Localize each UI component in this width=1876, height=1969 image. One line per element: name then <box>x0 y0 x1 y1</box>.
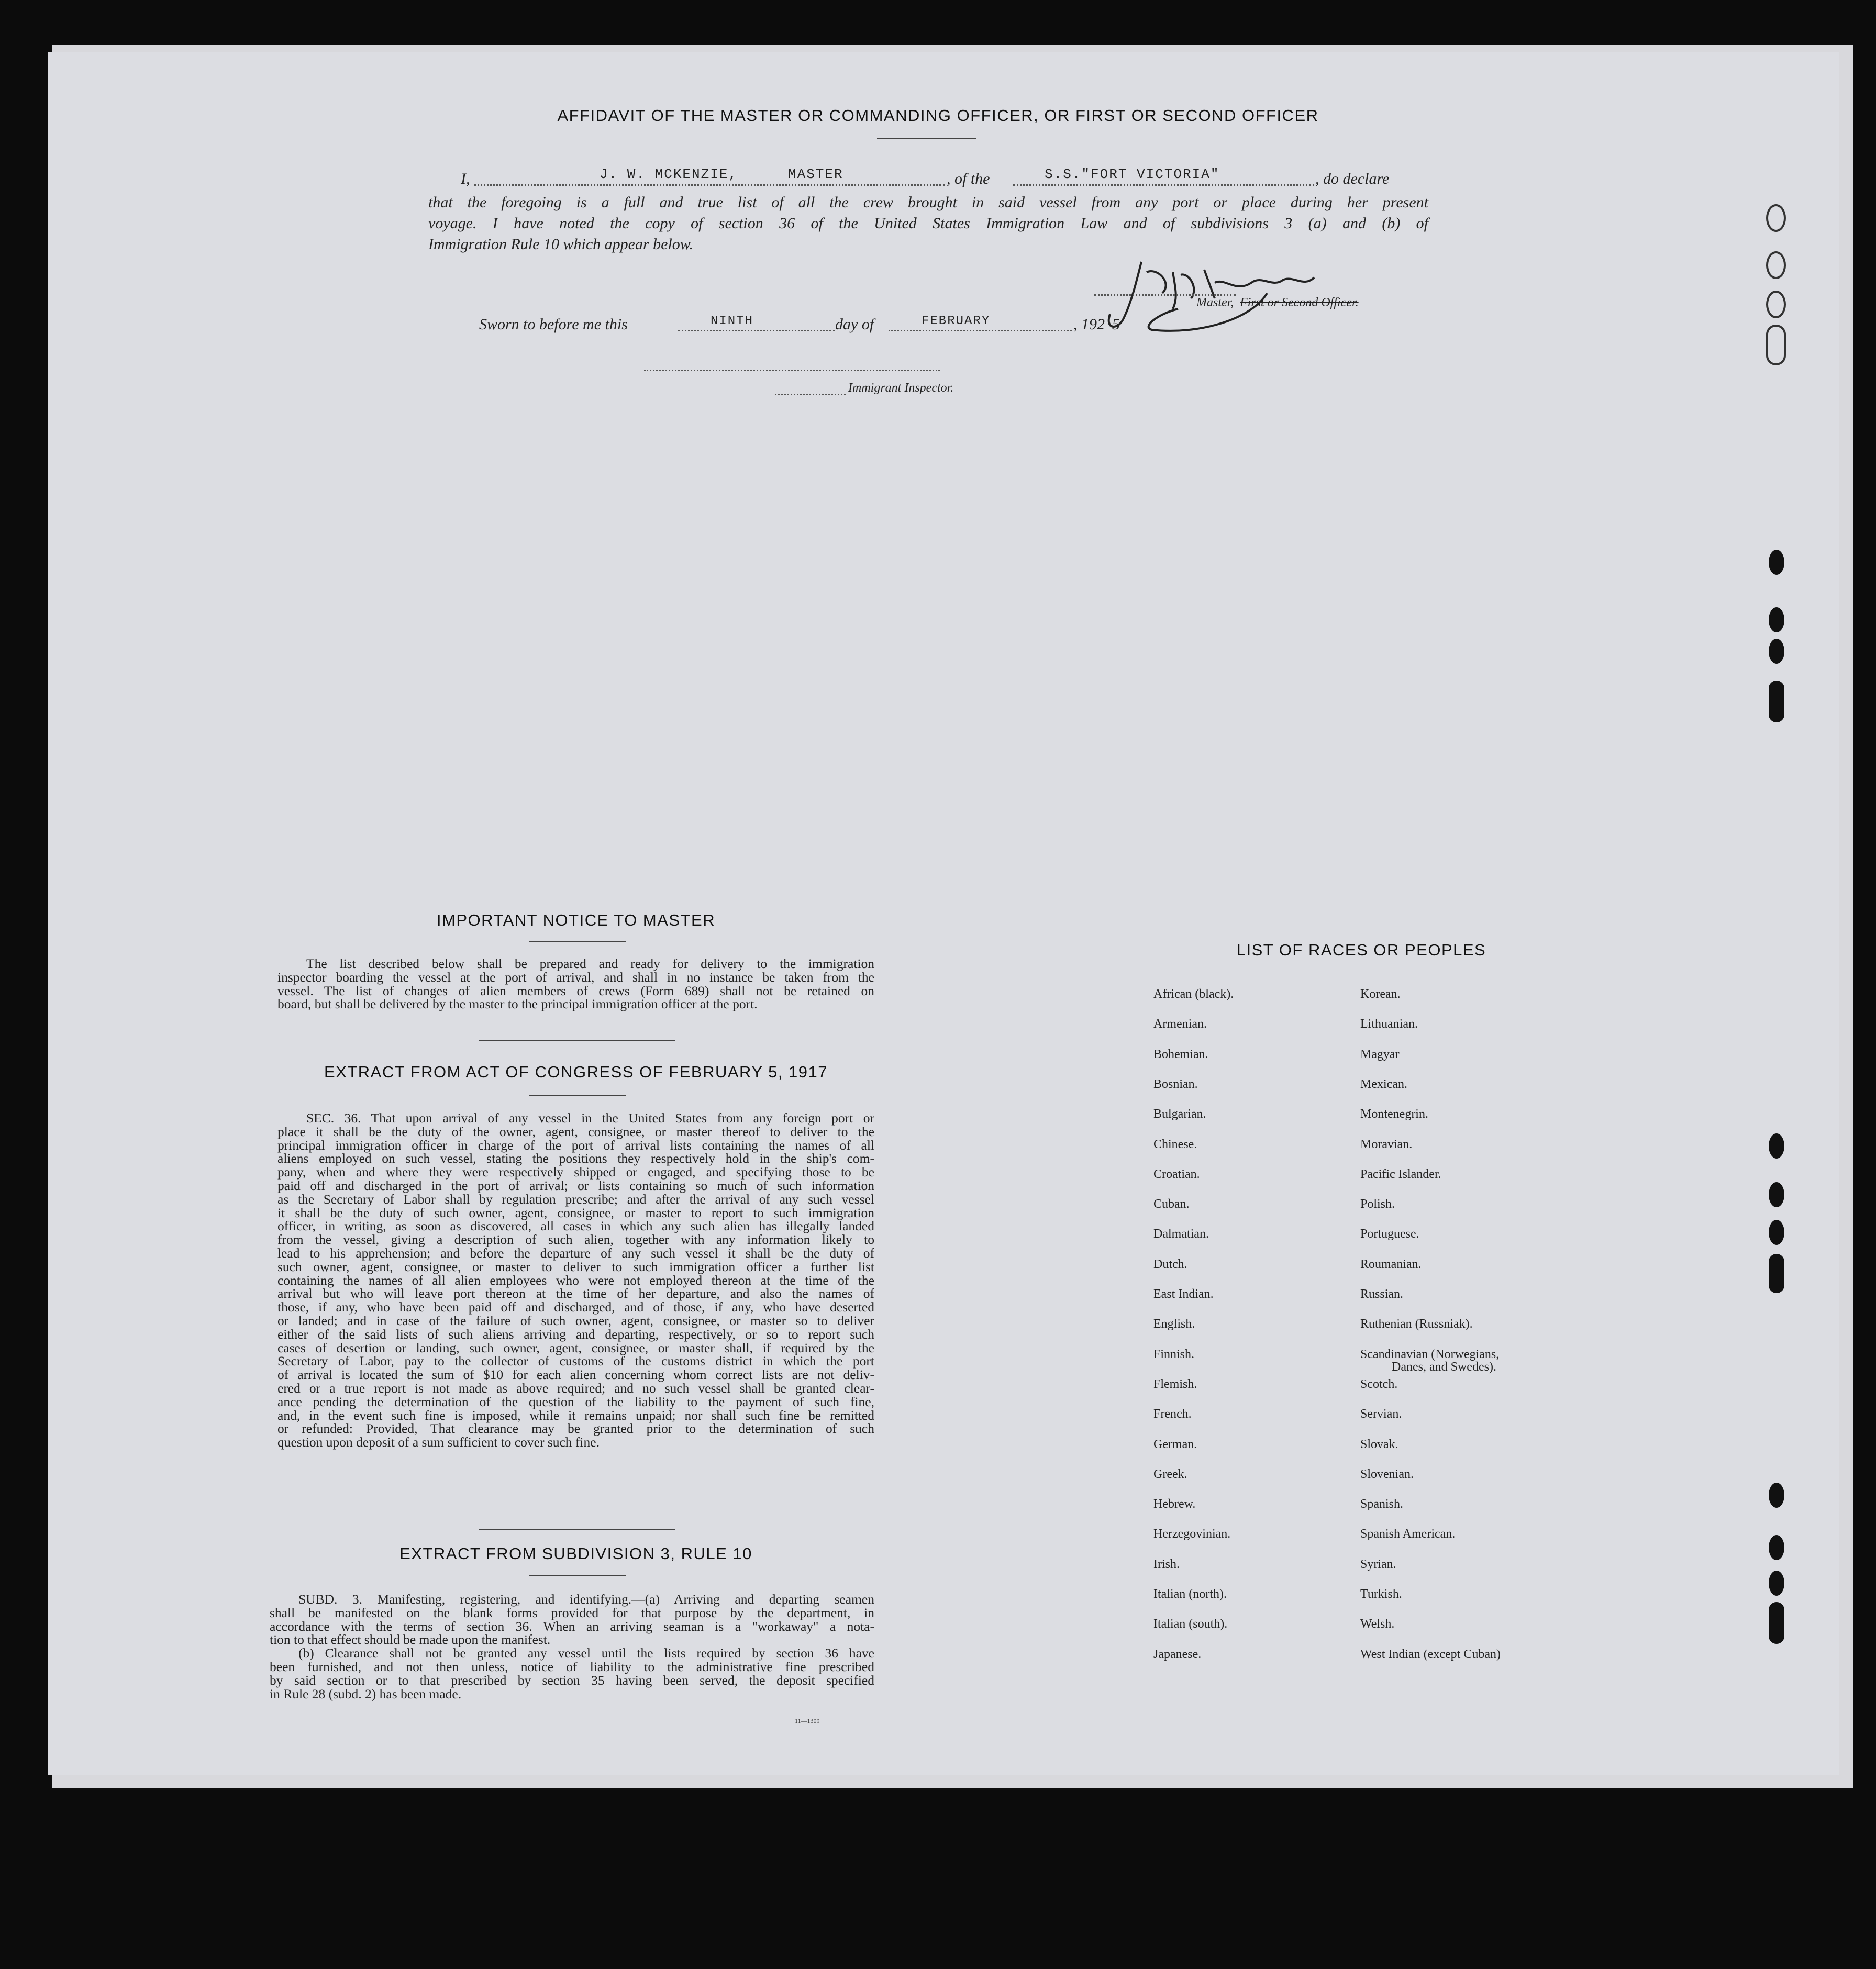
race-item: English. <box>1153 1317 1195 1331</box>
race-item: Cuban. <box>1153 1197 1190 1211</box>
act-extract-line: cases of desertion or landing, such owner, agent, consignee, or master shall, if required by the <box>277 1340 874 1355</box>
vessel-field-line <box>1013 184 1314 186</box>
act-extract-line: or landed; and in case of the failure of such owner, agent, consignee, or master so to deliver <box>277 1312 874 1328</box>
name-field-line <box>474 184 945 186</box>
binder-hole <box>1766 325 1786 365</box>
race-item: Slovak. <box>1360 1437 1398 1451</box>
binder-hole <box>1769 1535 1784 1560</box>
act-extract-line: either of the said lists of such aliens arriving and departing, respectively, or so to report such <box>277 1326 874 1342</box>
race-item: Ruthenian (Russniak). <box>1360 1317 1473 1331</box>
month-field-line <box>889 330 1072 331</box>
rule-extract-body <box>270 1593 874 1700</box>
master-label: Master, <box>1196 296 1234 309</box>
affidavit-i-label: I, <box>461 170 470 187</box>
sworn-month-value: FEBRUARY <box>922 314 991 328</box>
race-item: Dutch. <box>1153 1257 1187 1271</box>
race-item: Irish. <box>1153 1557 1180 1571</box>
of-the-label: , of the <box>947 170 990 187</box>
rule-extract-line: tion to that effect should be made upon the manifest. <box>270 1632 551 1648</box>
master-name-value: J. W. MCKENZIE, <box>600 166 738 182</box>
race-item: Spanish American. <box>1360 1527 1456 1541</box>
race-item: Moravian. <box>1360 1137 1413 1151</box>
day-of-label: day of <box>835 316 874 333</box>
act-extract-line: officer, in writing, as soon as discovered, all cases in which any such alien has illegally landed <box>277 1218 874 1234</box>
race-item: Scotch. <box>1360 1377 1398 1391</box>
binder-hole <box>1766 291 1786 318</box>
act-extract-line: as the Secretary of Labor shall by regulation prescribe; and after the arrival of any such vessel <box>277 1191 874 1207</box>
notice-line: inspector boarding the vessel at the port of arrival, and shall in no instance be taken from the <box>277 969 874 985</box>
act-extract-line: Secretary of Labor, pay to the collector of customs of the customs district in which the port <box>277 1353 874 1369</box>
act-extract-line: paid off and discharged in the port of arrival; or lists containing so much of such information <box>277 1177 874 1193</box>
act-extract-line: place it shall be the duty of the owner, agent, consignee, or master thereof to deliver to the <box>277 1123 874 1139</box>
rule-extract-line: shall be manifested on the blank forms provided for that purpose by the department, in <box>270 1605 874 1620</box>
inspector-label: Immigrant Inspector. <box>848 381 954 395</box>
binder-hole <box>1769 607 1784 632</box>
binder-hole <box>1769 681 1784 722</box>
struck-officer-label: First or Second Officer. <box>1240 296 1359 309</box>
race-item: German. <box>1153 1437 1197 1451</box>
notice-line: vessel. The list of changes of alien members of crews (Form 689) shall not be retained on <box>277 983 874 998</box>
race-item: Syrian. <box>1360 1557 1396 1571</box>
race-item: Croatian. <box>1153 1167 1200 1181</box>
rule-extract-line: (b) Clearance shall not be granted any vessel until the lists required by section 36 have <box>298 1645 874 1661</box>
act-extract-line: SEC. 36. That upon arrival of any vessel in the United States from any foreign port or <box>306 1110 874 1126</box>
inspector-name-line <box>775 394 846 395</box>
act-extract-body <box>277 1111 874 1449</box>
act-extract-line: aliens employed on such vessel, stating the positions they respectively hold in the ship's com- <box>277 1151 874 1166</box>
race-item: Italian (north). <box>1153 1587 1227 1601</box>
race-item: Finnish. <box>1153 1347 1195 1361</box>
race-item: Mexican. <box>1360 1077 1407 1091</box>
race-item: Magyar <box>1360 1047 1400 1061</box>
binder-hole <box>1769 1602 1784 1644</box>
race-item: Hebrew. <box>1153 1497 1196 1511</box>
master-rank-value: MASTER <box>788 166 843 182</box>
race-item: Pacific Islander. <box>1360 1167 1441 1181</box>
race-item: Bohemian. <box>1153 1047 1208 1061</box>
affidavit-heading-rule <box>877 138 976 139</box>
affidavit-line-4: Immigration Rule 10 which appear below. <box>428 236 694 253</box>
act-extract-line: arrival but who will leave port thereon at the time of her departure, and also the names of <box>277 1286 874 1301</box>
race-item: African (black). <box>1153 987 1234 1001</box>
race-item: Italian (south). <box>1153 1617 1228 1631</box>
rule-extract-heading-rule <box>529 1575 626 1576</box>
race-item: Polish. <box>1360 1197 1395 1211</box>
race-item: Spanish. <box>1360 1497 1404 1511</box>
rule-extract-line: accordance with the terms of section 36. When an arriving seaman is a "workaway" a nota- <box>270 1618 874 1634</box>
race-item-continuation: Danes, and Swedes). <box>1392 1360 1496 1374</box>
do-declare-label: , do declare <box>1315 170 1390 187</box>
act-extract-line: pany, when and where they were respectively shipped or engaged, and specifying those to be <box>277 1164 874 1180</box>
race-item: Russian. <box>1360 1287 1404 1301</box>
race-item: Welsh. <box>1360 1617 1395 1631</box>
binder-hole <box>1766 204 1786 232</box>
act-extract-line: ered or a true report is not made as above required; and no such vessel shall be granted clear- <box>277 1380 874 1396</box>
binder-hole <box>1769 1483 1784 1508</box>
rule-extract-line: SUBD. 3. Manifesting, registering, and identifying.—(a) Arriving and departing seamen <box>298 1592 874 1607</box>
act-extract-line: or refunded: Provided, That clearance may be granted prior to the determination of such <box>277 1421 874 1437</box>
notice-heading-rule <box>529 941 626 942</box>
race-item: West Indian (except Cuban) <box>1360 1647 1501 1661</box>
rule-extract-line: by said section or to that prescribed by section 35 having been served, the deposit specified <box>270 1672 874 1688</box>
race-item: Flemish. <box>1153 1377 1197 1391</box>
race-item: Servian. <box>1360 1407 1402 1421</box>
race-item: Scandinavian (Norwegians, <box>1360 1347 1500 1361</box>
vessel-name-value: S.S."FORT VICTORIA" <box>1045 166 1220 182</box>
act-extract-line: it shall be the duty of such owner, agent, consignee, or master to report to such immigration <box>277 1205 874 1220</box>
document-page <box>48 52 1839 1775</box>
race-item: Chinese. <box>1153 1137 1197 1151</box>
form-number: 11—1309 <box>795 1717 820 1725</box>
rule-extract-line: in Rule 28 (subd. 2) has been made. <box>270 1686 462 1701</box>
act-extract-line: containing the names of all alien employees who were not employed thereon at the time of the <box>277 1272 874 1288</box>
act-extract-line: principal immigration officer in charge of the port of arrival lists containing the names of all <box>277 1137 874 1153</box>
race-item: Turkish. <box>1360 1587 1402 1601</box>
act-extract-line: and, in the event such fine is imposed, while it remains unpaid; nor shall such fine be remitted <box>277 1407 874 1423</box>
race-item: Roumanian. <box>1360 1257 1422 1271</box>
sworn-label: Sworn to before me this <box>479 316 628 333</box>
race-item: Dalmatian. <box>1153 1227 1209 1241</box>
act-extract-line: such owner, agent, consignee, or master to deliver to such immigration officer a further list <box>277 1259 874 1274</box>
year-digit-value: 5 <box>1112 316 1120 333</box>
race-item: Greek. <box>1153 1467 1187 1481</box>
binder-hole <box>1769 1220 1784 1245</box>
binder-hole <box>1766 251 1786 279</box>
notice-body <box>277 957 874 1011</box>
notice-line: board, but shall be delivered by the master to the principal immigration officer at the port. <box>277 996 758 1012</box>
act-extract-line: question upon deposit of a sum sufficient to cover such fine. <box>277 1434 600 1450</box>
notice-line: The list described below shall be prepared and ready for delivery to the immigration <box>306 956 874 971</box>
affidavit-line-3: voyage. I have noted the copy of section 36 of the United States Immigration Law and of subdivisions 3 (a) and (b) of <box>428 215 1428 232</box>
day-field-line <box>678 330 835 331</box>
races-heading: LIST OF RACES OR PEOPLES <box>1236 941 1486 959</box>
binder-hole <box>1769 1254 1784 1293</box>
act-extract-line: of arrival is located the sum of $10 for each alien concerning whom correct lists are not deliv- <box>277 1367 874 1383</box>
race-item: Herzegovinian. <box>1153 1527 1231 1541</box>
race-item: Slovenian. <box>1360 1467 1414 1481</box>
race-item: French. <box>1153 1407 1192 1421</box>
race-item: Bulgarian. <box>1153 1107 1206 1121</box>
act-extract-divider <box>479 1529 675 1530</box>
act-extract-line: ance pending the determination of the question of the liability to the payment of such fine, <box>277 1394 874 1409</box>
affidavit-heading: AFFIDAVIT OF THE MASTER OR COMMANDING OFFICER, OR FIRST OR SECOND OFFICER <box>557 106 1319 125</box>
race-item: Bosnian. <box>1153 1077 1198 1091</box>
act-extract-heading: EXTRACT FROM ACT OF CONGRESS OF FEBRUARY 5, 1917 <box>324 1063 828 1081</box>
binder-hole <box>1769 639 1784 664</box>
race-item: Japanese. <box>1153 1647 1202 1661</box>
year-prefix: , 192 <box>1073 316 1105 333</box>
race-item: Korean. <box>1360 987 1401 1001</box>
rule-extract-heading: EXTRACT FROM SUBDIVISION 3, RULE 10 <box>399 1544 752 1563</box>
act-extract-line: those, if any, who have been paid off and discharged, and of those, if any, who have deserted <box>277 1299 874 1315</box>
notice-heading: IMPORTANT NOTICE TO MASTER <box>436 911 716 929</box>
rule-extract-line: been furnished, and not then unless, notice of liability to the administrative fine prescribed <box>270 1659 874 1674</box>
affidavit-line-2: that the foregoing is a full and true list of all the crew brought in said vessel from any port or place during her present <box>428 194 1428 211</box>
race-item: Lithuanian. <box>1360 1017 1418 1031</box>
race-item: Portuguese. <box>1360 1227 1419 1241</box>
binder-hole <box>1769 1571 1784 1596</box>
inspector-signature-line <box>644 370 940 371</box>
binder-hole <box>1769 550 1784 575</box>
binder-hole <box>1769 1182 1784 1207</box>
act-extract-line: lead to his apprehension; and before the departure of any such vessel it shall be the duty of <box>277 1245 874 1261</box>
binder-hole <box>1769 1133 1784 1159</box>
sworn-day-value: NINTH <box>711 314 754 328</box>
act-extract-line: from the vessel, giving a description of such alien, together with any information likely to <box>277 1232 874 1248</box>
race-item: Armenian. <box>1153 1017 1207 1031</box>
race-item: Montenegrin. <box>1360 1107 1428 1121</box>
race-item: East Indian. <box>1153 1287 1214 1301</box>
act-extract-heading-rule <box>529 1095 626 1096</box>
notice-divider <box>479 1040 675 1041</box>
